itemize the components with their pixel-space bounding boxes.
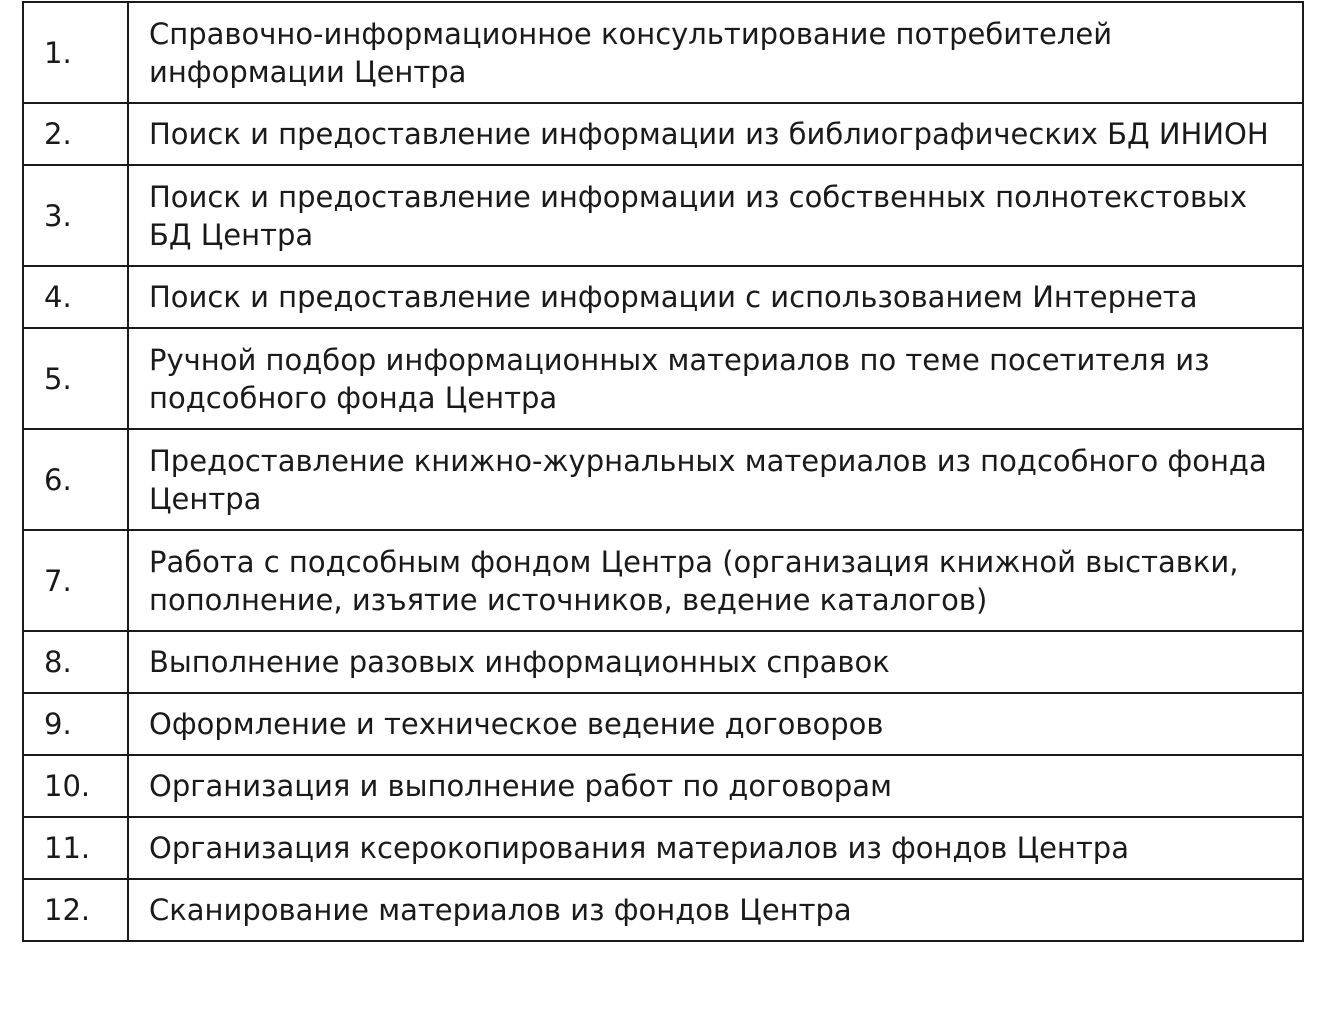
table-row <box>23 817 1303 879</box>
row-text: Организация ксерокопирования материалов из фондов Центра <box>128 817 1303 879</box>
table-row <box>23 165 1303 266</box>
row-text: Оформление и техническое ведение договоров <box>128 693 1303 755</box>
row-text: Поиск и предоставление информации из библиографических БД ИНИОН <box>128 103 1303 165</box>
row-text: Работа с подсобным фондом Центра (организация книжной выставки, пополнение, изъятие источников, ведение каталогов) <box>128 530 1303 631</box>
row-text: Поиск и предоставление информации из собственных полнотекстовых БД Центра <box>128 165 1303 266</box>
table-row <box>23 266 1303 328</box>
row-text: Предоставление книжно-журнальных материалов из подсобного фонда Центра <box>128 429 1303 530</box>
row-number: 5. <box>23 328 128 429</box>
row-number: 8. <box>23 631 128 693</box>
table-row <box>23 879 1303 941</box>
row-text: Справочно-информационное консультирование потребителей информации Центра <box>128 2 1303 103</box>
row-number: 7. <box>23 530 128 631</box>
row-number: 10. <box>23 755 128 817</box>
table-row <box>23 631 1303 693</box>
row-text: Выполнение разовых информационных справок <box>128 631 1303 693</box>
table-row <box>23 328 1303 429</box>
services-table-body <box>23 2 1303 941</box>
services-table-wrapper <box>22 1 1302 942</box>
row-number: 3. <box>23 165 128 266</box>
table-row <box>23 2 1303 103</box>
table-row <box>23 755 1303 817</box>
services-table <box>22 1 1304 942</box>
row-number: 2. <box>23 103 128 165</box>
table-row <box>23 530 1303 631</box>
table-row <box>23 693 1303 755</box>
row-text: Сканирование материалов из фондов Центра <box>128 879 1303 941</box>
row-number: 11. <box>23 817 128 879</box>
row-number: 1. <box>23 2 128 103</box>
row-text: Поиск и предоставление информации с использованием Интернета <box>128 266 1303 328</box>
row-number: 6. <box>23 429 128 530</box>
row-text: Организация и выполнение работ по договорам <box>128 755 1303 817</box>
table-row <box>23 103 1303 165</box>
table-row <box>23 429 1303 530</box>
row-text: Ручной подбор информационных материалов по теме посетителя из подсобного фонда Центра <box>128 328 1303 429</box>
row-number: 4. <box>23 266 128 328</box>
row-number: 12. <box>23 879 128 941</box>
row-number: 9. <box>23 693 128 755</box>
